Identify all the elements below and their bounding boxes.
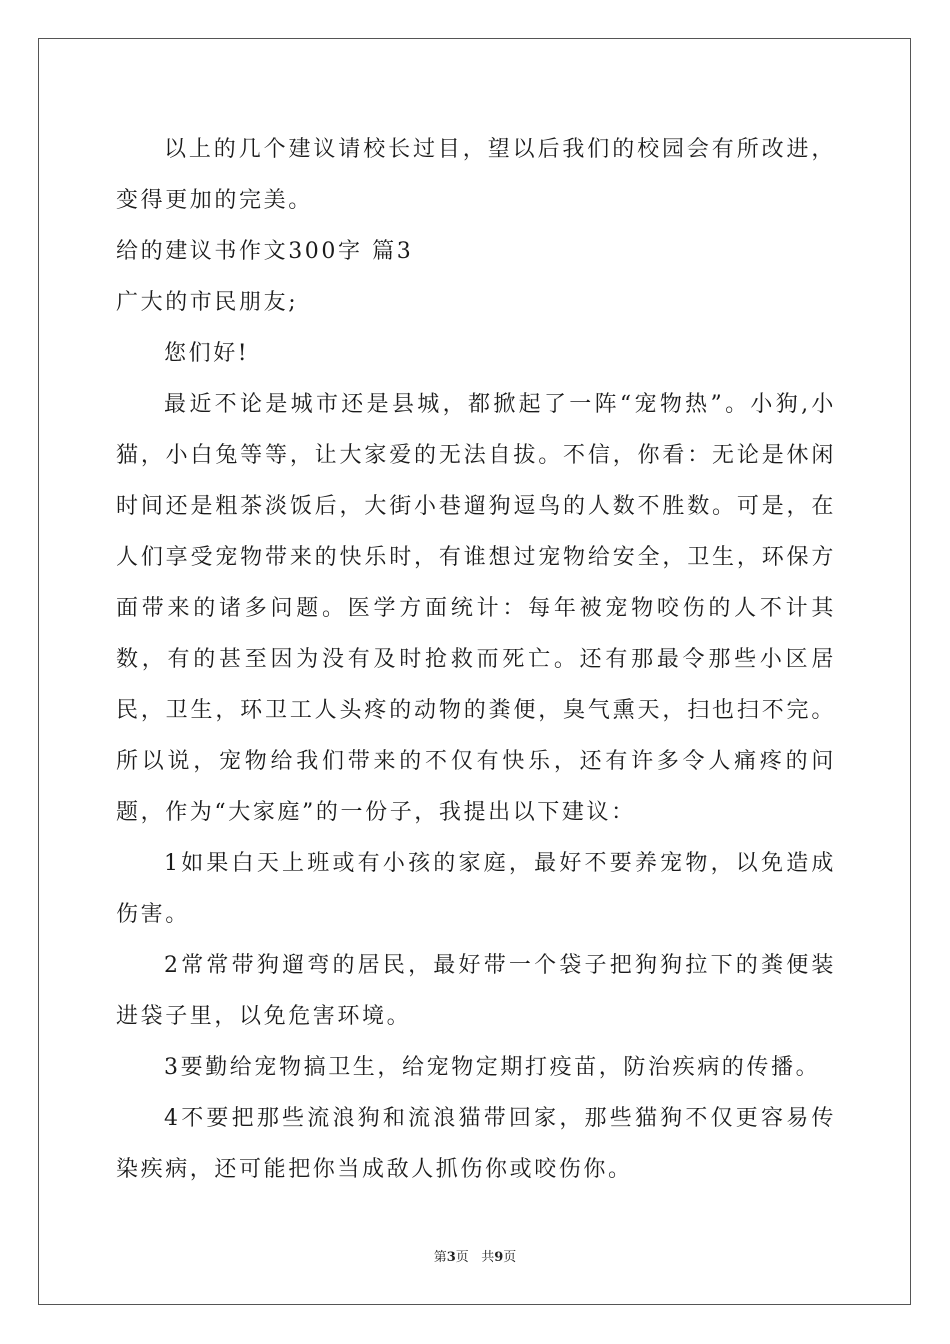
paragraph-pet-craze: 最近不论是城市还是县城，都掀起了一阵“宠物热”。小狗,小猫，小白兔等等，让大家爱的无法自拔。不信，你看：无论是休闲时间还是粗茶淡饭后，大街小巷遛狗逗鸟的人数不胜数。可是，在人们享受宠物带来的快乐时，有谁想过宠物给安全，卫生，环保方面带来的诸多问题。医学方面统计：每年被宠物咬伤的人不计其数，有的甚至因为没有及时抢救而死亡。还有那最令那些小区居民，卫生，环卫工人头疼的动物的粪便，臭气熏天，扫也扫不完。所以说，宠物给我们带来的不仅有快乐，还有许多令人痛疼的问题，作为“大家庭”的一份子，我提出以下建议：: [116, 392, 836, 825]
footer-page-prefix: 第: [433, 1250, 447, 1265]
document-body: [116, 124, 836, 1195]
footer-total-suffix: 页: [503, 1250, 517, 1265]
suggestion-3: 3要勤给宠物搞卫生，给宠物定期打疫苗，防治疾病的传播。: [164, 1055, 821, 1080]
section-heading: 给的建议书作文300字 篇3: [116, 239, 414, 264]
suggestion-2: 2常常带狗遛弯的居民，最好带一个袋子把狗狗拉下的粪便装进袋子里，以免危害环境。: [116, 953, 836, 1029]
suggestion-1: 1如果白天上班或有小孩的家庭，最好不要养宠物，以免造成伤害。: [116, 851, 836, 927]
footer-total-prefix: 共: [481, 1250, 495, 1265]
footer-page-number: 3: [446, 1250, 456, 1265]
greeting: 您们好!: [164, 341, 250, 366]
footer-total-pages: 9: [494, 1250, 504, 1265]
page-footer: [0, 1246, 950, 1265]
paragraph-closing-suggestions: 以上的几个建议请校长过目，望以后我们的校园会有所改进，变得更加的完美。: [116, 137, 836, 213]
salutation: 广大的市民朋友;: [116, 290, 299, 315]
suggestion-4: 4不要把那些流浪狗和流浪猫带回家，那些猫狗不仅更容易传染疾病，还可能把你当成敌人抓伤你或咬伤你。: [116, 1106, 836, 1182]
footer-page-suffix: 页: [455, 1250, 469, 1265]
